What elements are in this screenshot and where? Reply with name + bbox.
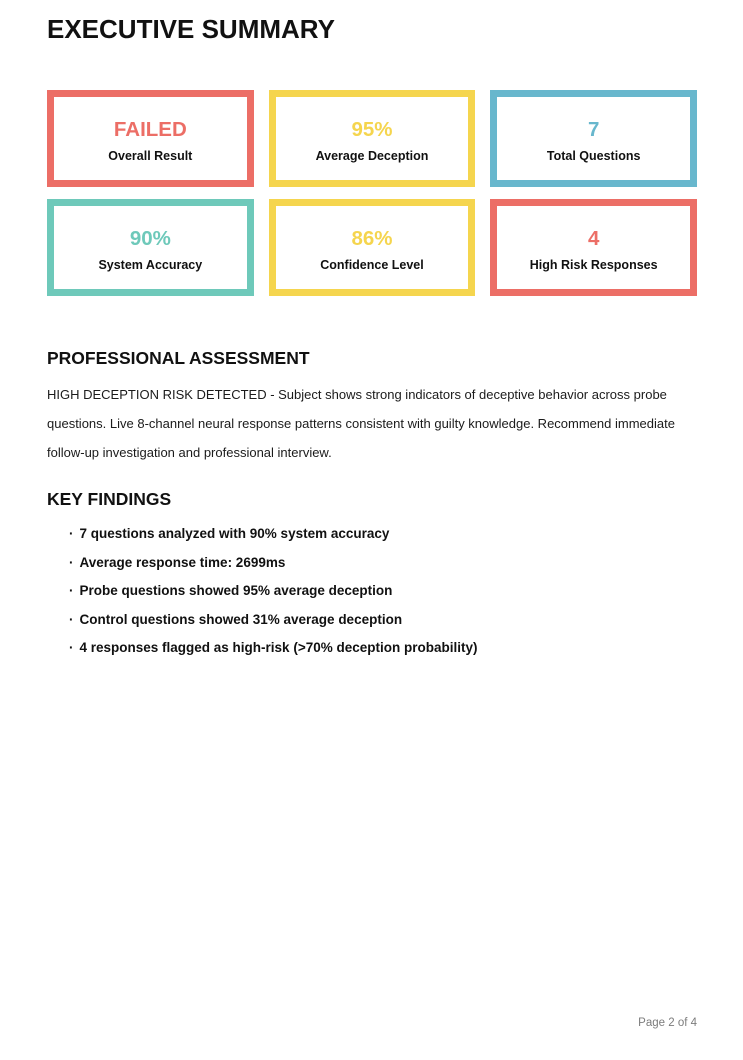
stat-label: Total Questions <box>546 149 641 163</box>
report-page <box>0 16 743 663</box>
stat-label: System Accuracy <box>98 258 203 272</box>
section-heading-professional-assessment: PROFESSIONAL ASSESSMENT <box>47 348 310 368</box>
stat-value: FAILED <box>113 117 187 141</box>
stat-label: Average Deception <box>315 149 429 163</box>
finding-item <box>69 606 697 635</box>
stat-card-grid <box>47 90 697 296</box>
stat-value: 95% <box>351 117 393 141</box>
finding-text: Control questions showed 31% average deception <box>79 611 403 627</box>
bullet-icon: · <box>69 640 74 655</box>
finding-item <box>69 577 697 606</box>
stat-card-overall-result <box>47 90 254 187</box>
finding-text: Probe questions showed 95% average deception <box>79 583 393 598</box>
stat-value: 90% <box>129 226 171 250</box>
page-title: EXECUTIVE SUMMARY <box>47 14 335 44</box>
finding-text: 7 questions analyzed with 90% system accuracy <box>79 526 390 541</box>
stat-label: Overall Result <box>108 149 193 163</box>
stat-card-system-accuracy <box>47 199 254 296</box>
stat-value: 4 <box>587 226 600 250</box>
stat-label: Confidence Level <box>320 258 424 272</box>
finding-text: Average response time: 2699ms <box>79 554 286 570</box>
stat-value: 7 <box>587 117 600 141</box>
stat-card-average-deception <box>269 90 476 187</box>
finding-text: 4 responses flagged as high-risk (>70% deception probability) <box>79 640 478 655</box>
assessment-body-text: HIGH DECEPTION RISK DETECTED - Subject shows strong indicators of deceptive behavior across probe questions. Live 8-channel neural response patterns consistent with guilty knowledge. Recommend immediate follow-up investigation and professional interview. <box>47 387 675 460</box>
bullet-icon: · <box>69 583 74 598</box>
section-heading-key-findings: KEY FINDINGS <box>47 489 172 509</box>
finding-item <box>69 634 697 663</box>
bullet-icon: · <box>69 611 74 627</box>
stat-card-confidence-level <box>269 199 476 296</box>
bullet-icon: · <box>69 554 74 570</box>
stat-card-total-questions <box>490 90 697 187</box>
finding-item <box>69 520 697 549</box>
stat-card-high-risk-responses <box>490 199 697 296</box>
stat-value: 86% <box>351 226 393 250</box>
bullet-icon: · <box>69 526 74 541</box>
findings-list <box>47 520 697 663</box>
page-number: Page 2 of 4 <box>638 1017 697 1029</box>
finding-item <box>69 549 697 578</box>
stat-label: High Risk Responses <box>529 258 658 272</box>
